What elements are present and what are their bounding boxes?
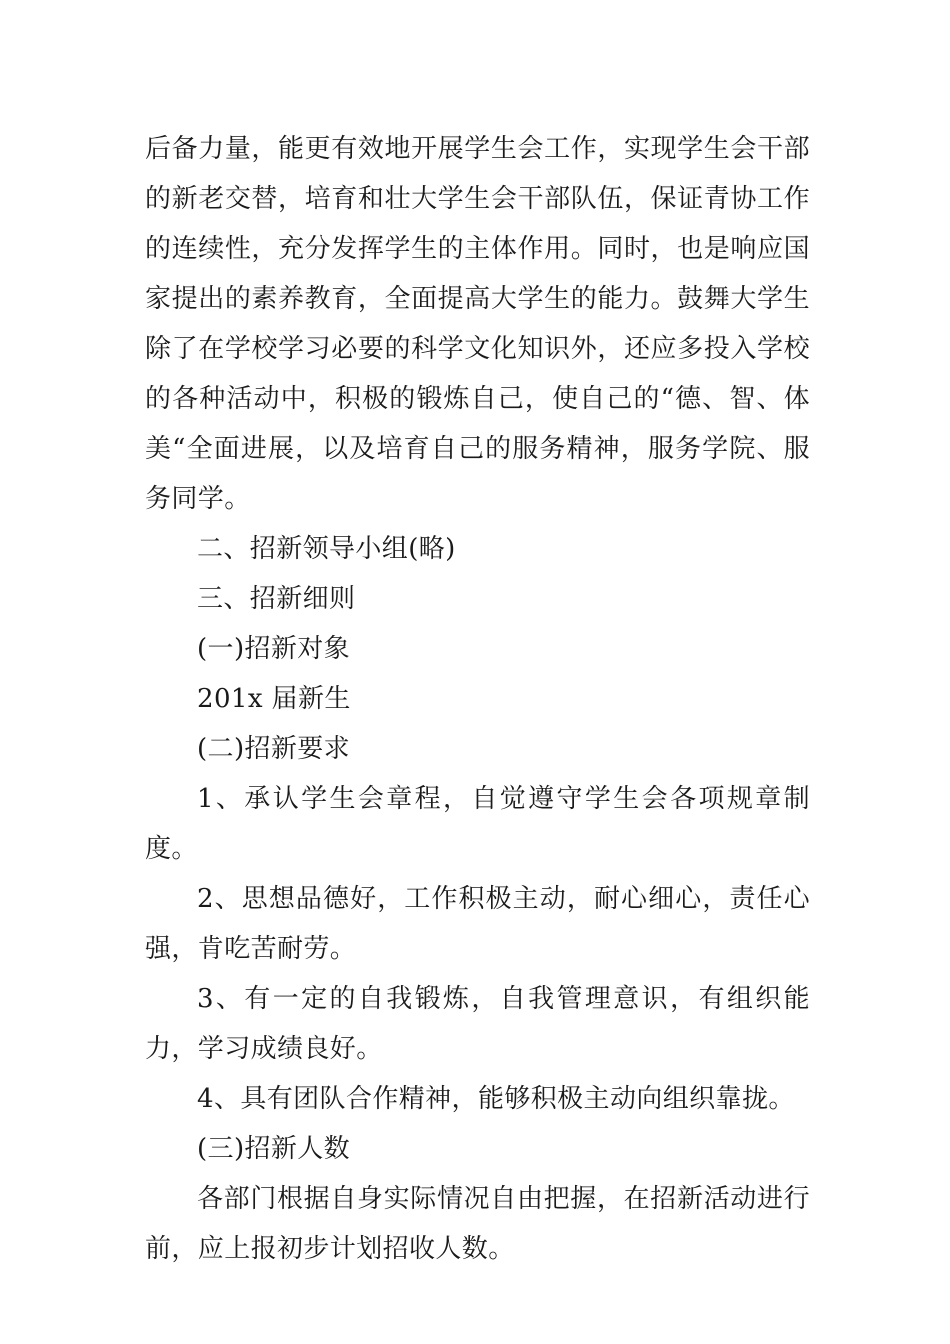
subheading-recruitment-target: (一)招新对象 bbox=[197, 634, 351, 664]
requirement-item-2: 2、思想品德好，工作积极主动，耐心细心，责任心强，肯吃苦耐劳。 bbox=[145, 884, 810, 964]
subheading-recruitment-count: (三)招新人数 bbox=[197, 1134, 351, 1164]
subheading-recruitment-requirements: (二)招新要求 bbox=[197, 734, 351, 764]
paragraph-target-students: 201x 届新生 bbox=[197, 684, 351, 714]
heading-leadership-group: 二、招新领导小组(略) bbox=[197, 534, 456, 564]
requirement-item-3: 3、有一定的自我锻炼，自我管理意识，有组织能力，学习成绩良好。 bbox=[145, 984, 810, 1064]
requirement-item-1: 1、承认学生会章程，自觉遵守学生会各项规章制度。 bbox=[145, 784, 810, 864]
document-body bbox=[145, 124, 810, 1274]
paragraph-intro-continuation: 后备力量，能更有效地开展学生会工作，实现学生会干部的新老交替，培育和壮大学生会干部队伍，保证青协工作的连续性，充分发挥学生的主体作用。同时，也是响应国家提出的素养教育，全面提高大学生的能力。鼓舞大学生除了在学校学习必要的科学文化知识外，还应多投入学校的各种活动中，积极的锻炼自己，使自己的“德、智、体美“全面进展，以及培育自己的服务精神，服务学院、服务同学。 bbox=[145, 134, 810, 514]
heading-recruitment-rules: 三、招新细则 bbox=[197, 584, 356, 614]
paragraph-recruitment-count: 各部门根据自身实际情况自由把握，在招新活动进行前，应上报初步计划招收人数。 bbox=[145, 1184, 810, 1264]
requirement-item-4: 4、具有团队合作精神，能够积极主动向组织靠拢。 bbox=[197, 1084, 795, 1114]
